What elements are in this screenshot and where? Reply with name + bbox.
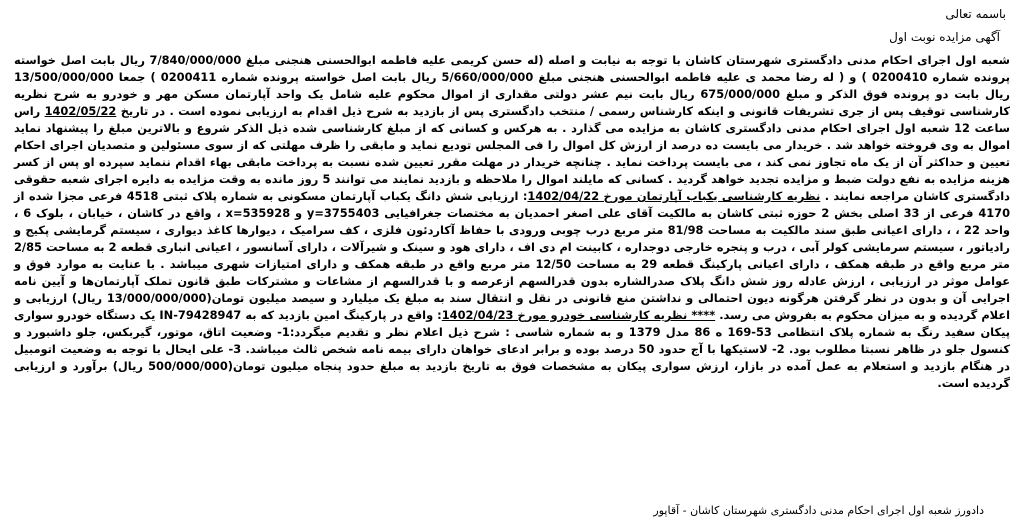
vehicle-appraisal-heading: **** نظریه کارشناسی خودرو مورخ 1402/04/23: [441, 308, 716, 322]
body-paragraph-terms: راس ساعت 12 شعبه اول اجرای احکام مدنی دادگستری کاشان به مزایده می گذارد . به هرکس و کسانی که از مبلغ کارشناسی شده ذیل الذکر شروع و بالاترین مبلغ را پیشنهاد نماید اموال به وی فروخته خواهد شد . خریدار می بایست ده درصد از ارزش کل اموال را فی المجلس تودیع نماید و مابقی را ظرف مهلتی که از سوی مسئولین و متصدیان اجرای احکام تعیین و حداکثر آن از یک ماه تجاوز نمی کند ، می بایست پرداخت نماید . چنانچه خریدار در مهلت مقرر تعیین شده نسبت به پرداخت مابقی بهاء اقدام ننماید سپرده او پس از کسر هزینه مزایده به نفع دولت ضبط و مزایده تجدید خواهد گردید . کسانی که مایلند اموال را ملاحظه و بازدید نمایند می توانند 5 روز مانده به وقت مزایده به دایره اجرای شعبه حقوقی دادگستری کاشان مراجعه نمایند .: [14, 104, 1011, 203]
vehicle-appraisal-text: : واقع در پارکینگ امین بازدید که به IN-79428947 یک دستگاه خودرو سواری پیکان سفید رنگ به شماره پلاک انتظامی 53-169 ه 86 مدل 1379 و به شماره شاسی : شرح ذیل اعلام نظر و تقدیم میگردد:1- وضعیت اتاق، موتور، گیربکس، جلو داشبورد و کنسول جلو در ظاهر نسبتا مطلوب بود. 2- لاستیکها با آج حدود 50 درصد بوده و برابر ادعای خواهان دارای بیمه نامه شخص ثالث میباشد. 3- علی ایحال با توجه به وضعیت اتومبیل در هنگام بازدید و استعلام به عمل آمده در بازار، ارزش سواری پیکان به مشخصات فوق به تاریخ بازدید به مبلغ حدود پنجاه میلیون تومان(500/000/000 ریال) برآورد و ارزیابی گردیده است.: [14, 308, 1011, 390]
bismillah-heading: باسمه تعالی: [945, 7, 1006, 21]
announcement-title: آگهی مزایده نوبت اول: [889, 30, 1000, 44]
announcement-body: [14, 52, 1010, 392]
apartment-appraisal-heading: نظریه کارشناسی یکباب آپارتمان مورخ 1402/04/22: [527, 189, 821, 203]
body-paragraph-intro: شعبه اول اجرای احکام مدنی دادگستری شهرستان کاشان با توجه به نیابت و اصله (له حسن کریمی علیه فاطمه ابوالحسنی هنجنی مبلغ 7/840/000/000 ریال بابت اصل خواسته پرونده شماره 0200410 ) و ( له رضا محمد ی علیه فاطمه ابوالحسنی هنجنی مبلغ 5/660/000/000 ریال بابت اصل خواسته پرونده شماره 0200411 ) جمعا 13/500/000/000 ریال بابت دو پرونده فوق الذکر و مبلغ 675/000/000 ریال بابت نیم عشر دولتی مقداری از اموال محکوم علیه شامل یک واحد آپارتمان مسکن مهر و خودرو به شرح نظریه کارشناسی توقیف پس از جری تشریفات قانونی و اینکه کارشناس رسمی / منتخب دادگستری پس از بازدید به شرح ذیل اقدام به ارزیابی نموده است . در تاریخ: [14, 53, 1011, 118]
auction-date: 1402/05/22: [44, 104, 117, 118]
signature-line: دادورز شعبه اول اجرای احکام مدنی دادگستری شهرستان کاشان - آقاپور: [653, 504, 984, 517]
apartment-appraisal-text: : ارزیابی شش دانگ یکباب آپارتمان مسکونی به شماره پلاک ثبتی 4518 فرعی مجزا شده از 4170 فرعی از 33 اصلی بخش 2 حوزه ثبتی کاشان به مالکیت آقای علی اصغر احمدیان به مختصات جغرافیایی y=3755403 و x=535928 ، واقع در کاشان ، خیابان ، بلوک 6 ، واحد 22 ، ، دارای اعیانی طبق سند مالکیت به مساحت 81/98 متر مربع درب چوبی ورودی با حفاظ آکاردئون فلزی ، کف سرامیک ، دیوارها کاغذ دیواری ، سیستم گرمایشی پکیج و رادیاتور ، سیستم سرمایشی کولر آبی ، درب و پنجره خارجی دوجداره ، کابینت ام دی اف ، دارای هود و سینک و شیرآلات ، دارای آسانسور ، اعیانی انباری قطعه 2 به مساحت 2/85 متر مربع واقع در طبقه همکف ، دارای اعیانی پارکینگ قطعه 29 به مساحت 12/50 متر مربع واقع در طبقه همکف و دارای امتیازات شهری میباشد . با عنایت به موارد فوق و عوامل موثر در ارزیابی ، ارزش عادله روز شش دانگ پلاک صدرالشاره بدون قدرالسهم ازعرصه و با قدرالسهم از مشاعات و مشترکات طبق قانون تملک آپارتمان‌ها و آیین نامه اجرایی آن و بدون در نظر گرفتن هرگونه دیون احتمالی و نداشتن منع قانونی در نقل و انتقال سند به مبلغ یک میلیارد و سیصد میلیون تومان(13/000/000/000 ریال) ارزیابی و اعلام گردیده و به میزان محکوم به بفروش می رسد.: [14, 189, 1011, 322]
